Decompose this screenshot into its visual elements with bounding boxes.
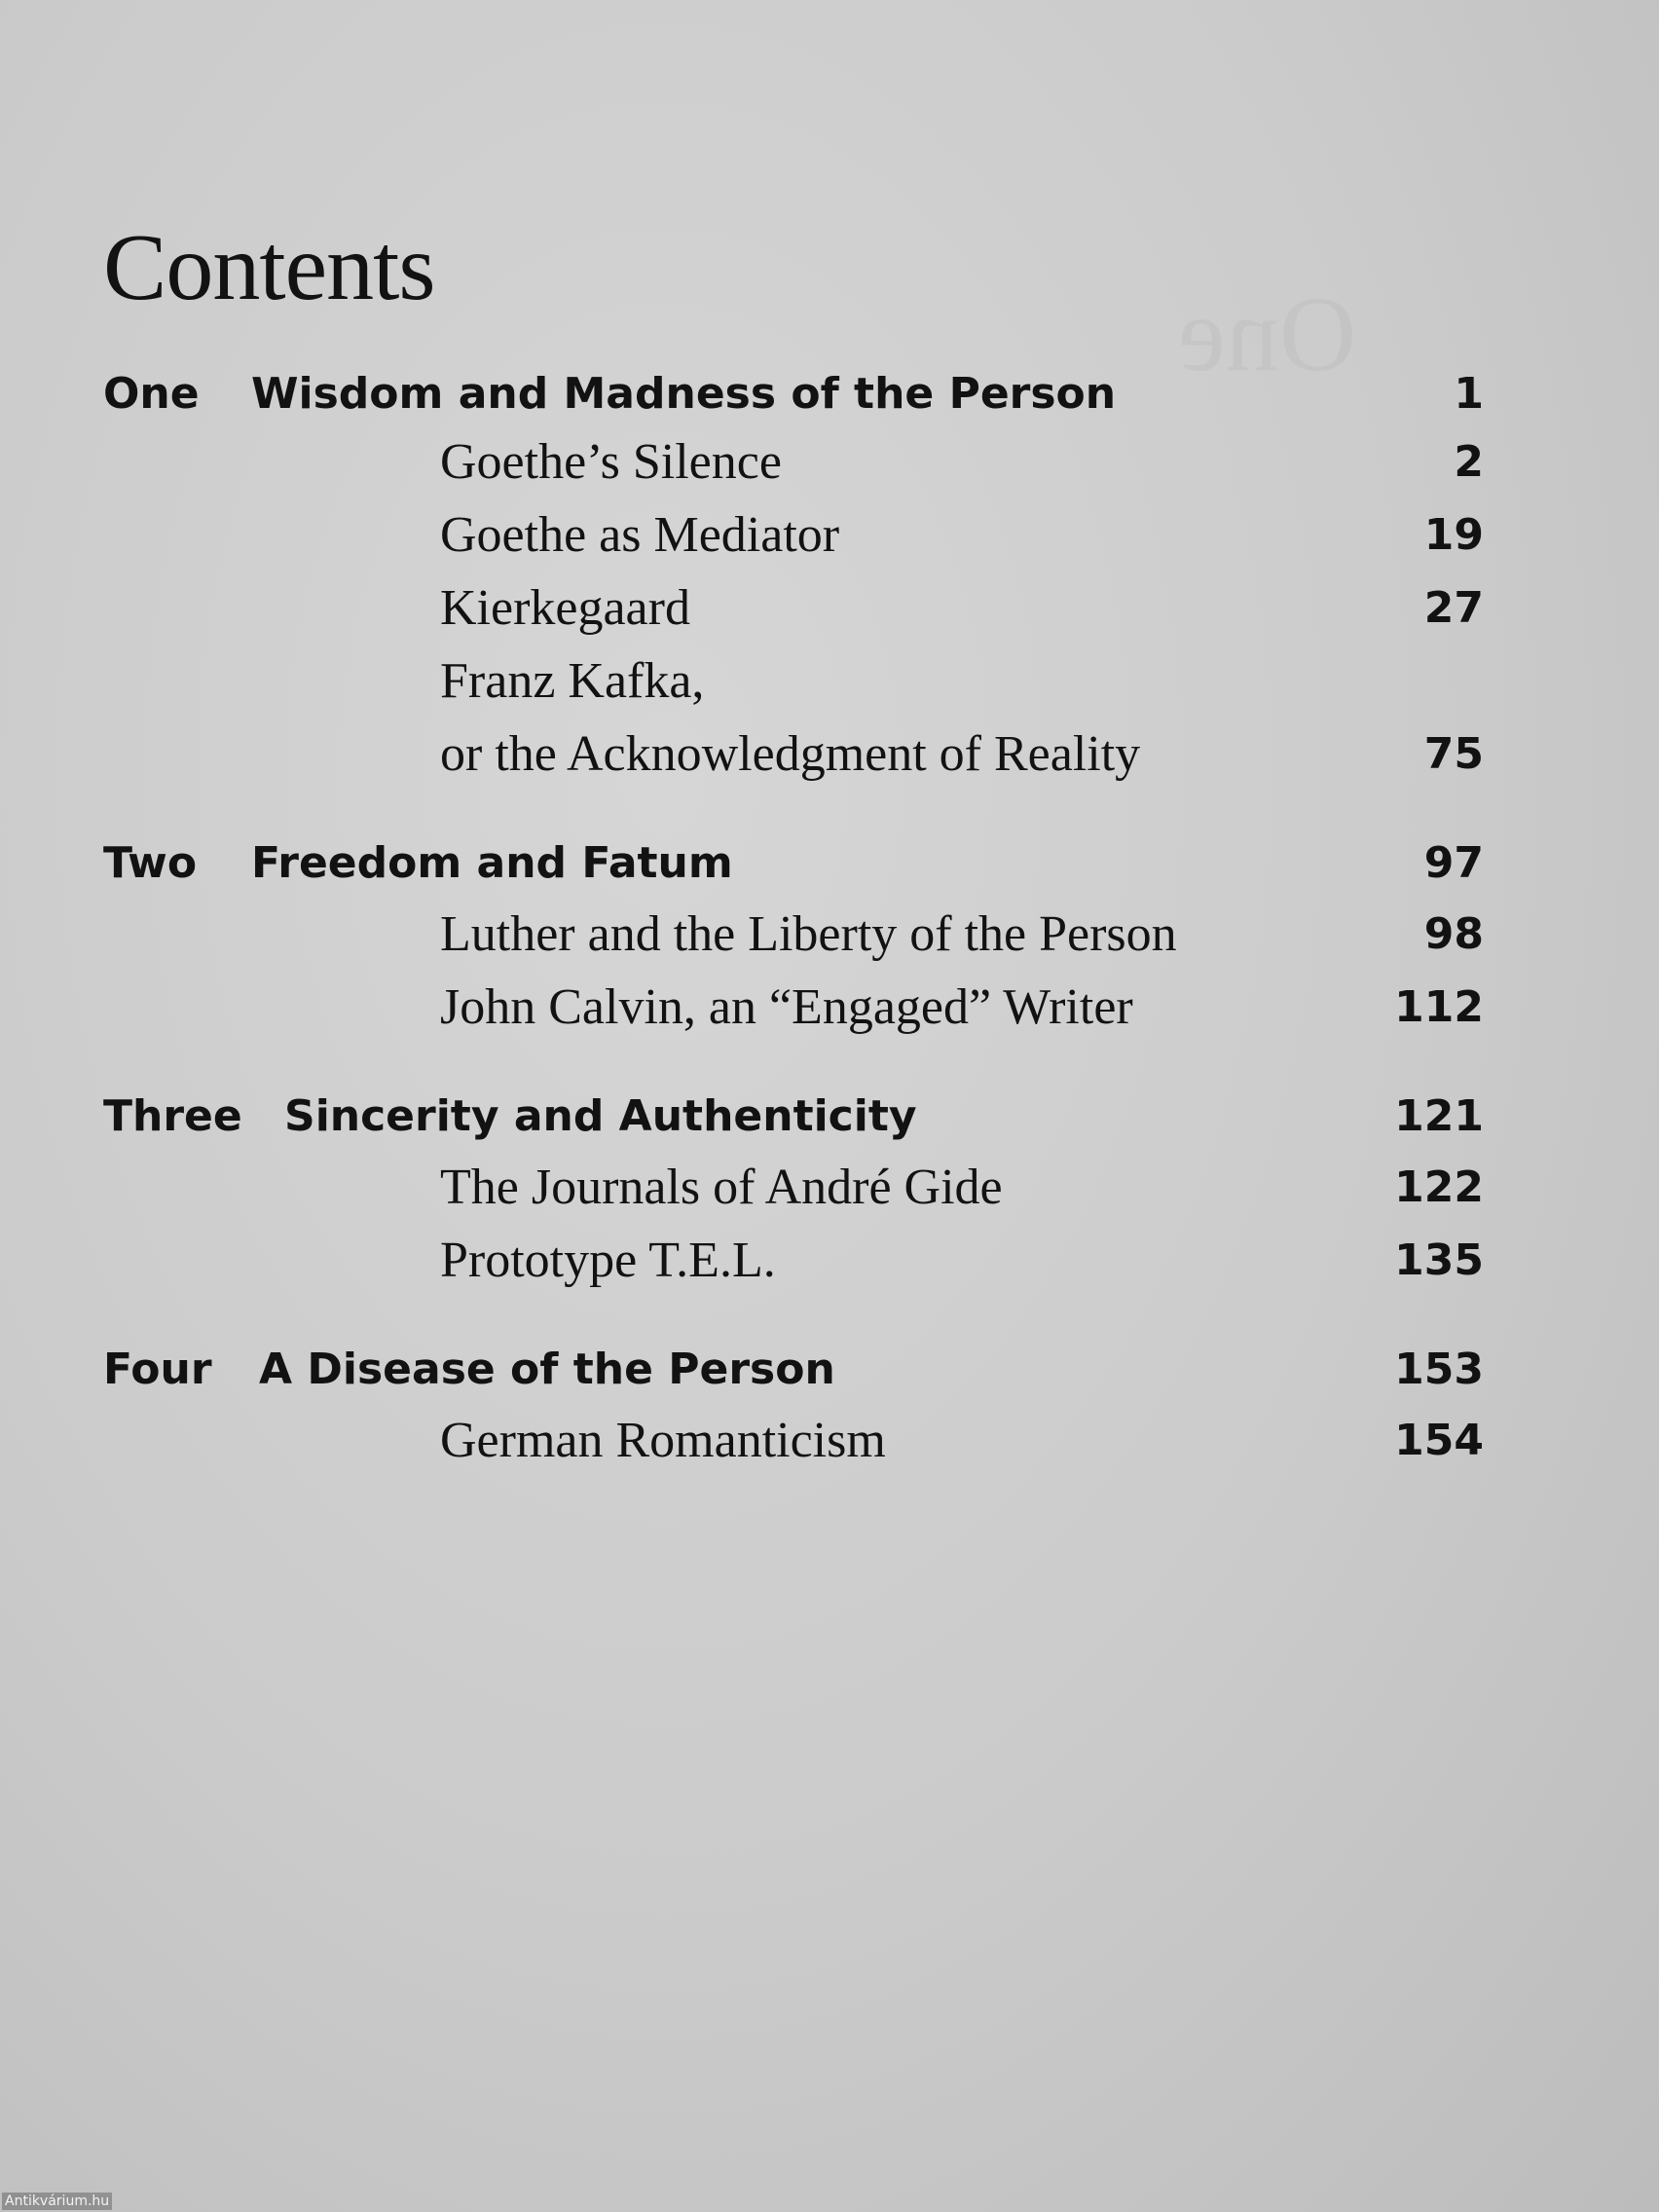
page-number: 19	[1423, 510, 1484, 560]
entry-title: Goethe’s Silence	[440, 434, 782, 490]
watermark: Antikvárium.hu	[2, 2193, 112, 2210]
part-title: Wisdom and Madness of the Person	[251, 369, 1117, 419]
page-number: 1	[1454, 369, 1484, 419]
part-label: Three	[103, 1091, 242, 1141]
toc-entry	[0, 501, 1659, 570]
toc-entry	[0, 974, 1659, 1042]
toc-entry	[0, 428, 1659, 497]
entry-title: Franz Kafka,	[440, 653, 705, 709]
show-through-text: One	[1178, 275, 1357, 393]
entry-title: or the Acknowledgment of Reality	[440, 726, 1141, 782]
entry-title: Prototype T.E.L.	[440, 1233, 776, 1288]
page-number: 75	[1423, 729, 1484, 779]
part-four-row	[0, 1336, 1659, 1404]
entry-title: The Journals of André Gide	[440, 1160, 1003, 1215]
part-one-row	[0, 360, 1659, 428]
part-title: A Disease of the Person	[259, 1345, 835, 1394]
part-title: Freedom and Fatum	[251, 838, 733, 888]
page-number: 122	[1394, 1162, 1484, 1212]
page-number: 98	[1423, 909, 1484, 959]
entry-title: Kierkegaard	[440, 580, 690, 636]
entry-title: German Romanticism	[440, 1413, 886, 1468]
page-number: 153	[1394, 1345, 1484, 1394]
part-label: Four	[103, 1345, 212, 1394]
part-three-row	[0, 1083, 1659, 1151]
part-label: One	[103, 369, 200, 419]
toc-entry	[0, 647, 1659, 716]
page-number: 121	[1394, 1091, 1484, 1141]
toc-entry	[0, 1154, 1659, 1222]
page-number: 154	[1394, 1416, 1484, 1465]
toc-entry	[0, 1407, 1659, 1475]
page-title: Contents	[103, 214, 435, 320]
toc-entry	[0, 720, 1659, 789]
part-label: Two	[103, 838, 198, 888]
part-two-row	[0, 830, 1659, 898]
toc-entry	[0, 901, 1659, 969]
part-title: Sincerity and Authenticity	[284, 1091, 917, 1141]
entry-title: John Calvin, an “Engaged” Writer	[440, 979, 1133, 1035]
page-number: 2	[1454, 437, 1484, 487]
page-number: 135	[1394, 1235, 1484, 1285]
toc-entry	[0, 1227, 1659, 1295]
page-number: 27	[1423, 583, 1484, 633]
page-number: 112	[1394, 982, 1484, 1032]
entry-title: Luther and the Liberty of the Person	[440, 906, 1177, 962]
toc-entry	[0, 574, 1659, 643]
page-number: 97	[1423, 838, 1484, 888]
entry-title: Goethe as Mediator	[440, 507, 840, 563]
